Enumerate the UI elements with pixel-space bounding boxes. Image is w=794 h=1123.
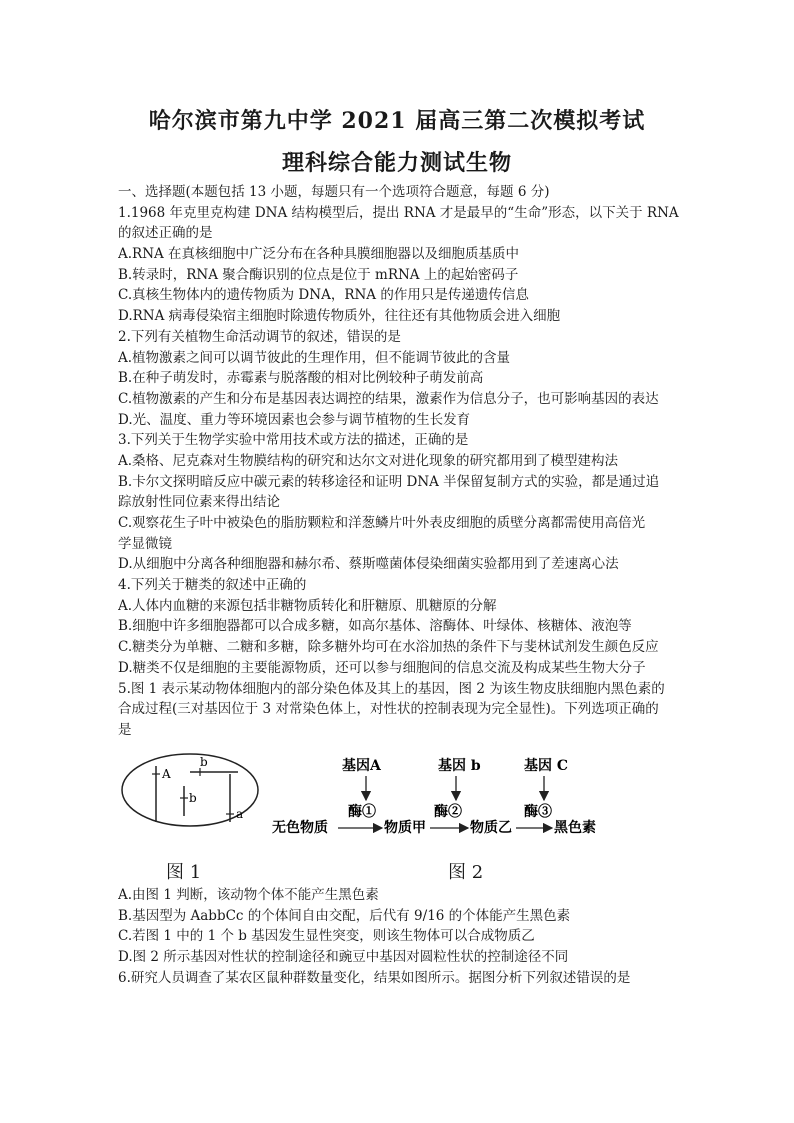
exam-title: 哈尔滨市第九中学 2021 届高三第二次模拟考试 — [148, 108, 646, 134]
enzyme-2-label: 酶② — [434, 804, 462, 820]
enzyme-1-label: 酶① — [348, 804, 376, 820]
gene-label-A: A — [162, 767, 171, 781]
text-line: A.植物激素之间可以调节彼此的生理作用，但不能调节彼此的含量 — [118, 349, 511, 366]
text-line: C.植物激素的产生和分布是基因表达调控的结果，激素作为信息分子，也可影响基因的表达 — [118, 390, 659, 407]
text-line: 学显微镜 — [118, 535, 172, 552]
figure-2-caption: 图 2 — [448, 862, 484, 883]
question-text-bottom — [118, 885, 688, 988]
text-line: 3.下列关于生物学实验中常用技术或方法的描述，正确的是 — [118, 432, 469, 449]
text-line: B.卡尔文探明暗反应中碳元素的转移途径和证明 DNA 半保留复制方式的实验，都是通过追 — [118, 473, 660, 490]
substance-yi: 物质乙 — [470, 820, 512, 836]
figure-2-pathway-diagram — [270, 756, 620, 856]
gene-label-b-middle: b — [189, 791, 197, 805]
text-line: 一、选择题(本题包括 13 小题，每题只有一个选项符合题意，每题 6 分) — [118, 184, 550, 200]
substance-colorless: 无色物质 — [272, 820, 328, 836]
text-line: 4.下列关于糖类的叙述中正确的 — [118, 577, 307, 594]
text-line: 合成过程(三对基因位于 3 对常染色体上，对性状的控制表现为完全显性)。下列选项正确的 — [118, 701, 659, 718]
text-line: D.光、温度、重力等环境因素也会参与调节植物的生长发育 — [118, 411, 471, 428]
gene-label-a: a — [236, 807, 244, 821]
figures-area — [118, 752, 688, 882]
text-line: C.若图 1 中的 1 个 b 基因发生显性突变，则该生物体可以合成物质乙 — [118, 928, 535, 945]
text-line: B.在种子萌发时，赤霉素与脱落酸的相对比例较种子萌发前高 — [118, 370, 484, 387]
gene-A-label: 基因A — [342, 758, 381, 774]
text-line: 6.研究人员调查了某农区鼠种群数量变化，结果如图所示。据图分析下列叙述错误的是 — [118, 969, 631, 986]
text-line: 5.图 1 表示某动物体细胞内的部分染色体及其上的基因，图 2 为该生物皮肤细胞内黑色素的 — [118, 680, 665, 697]
text-line: C.观察花生子叶中被染色的脂肪颗粒和洋葱鳞片叶外表皮细胞的质壁分离都需使用高倍光 — [118, 515, 646, 531]
text-line: B.基因型为 AabbCc 的个体间自由交配，后代有 9/16 的个体能产生黑色素 — [118, 907, 571, 924]
gene-C-label: 基因 C — [524, 758, 569, 774]
gene-b-label: 基因 b — [438, 758, 481, 774]
text-line: D.RNA 病毒侵染宿主细胞时除遗传物质外，往往还有其他物质会进入细胞 — [118, 308, 561, 325]
substance-melanin: 黑色素 — [554, 820, 596, 836]
text-line: D.糖类不仅是细胞的主要能源物质，还可以参与细胞间的信息交流及构成某些生物大分子 — [118, 659, 646, 676]
text-line: D.从细胞中分离各种细胞器和赫尔希、蔡斯噬菌体侵染细菌实验都用到了差速离心法 — [118, 556, 619, 573]
text-line: D.图 2 所示基因对性状的控制途径和豌豆中基因对圆粒性状的控制途径不同 — [118, 949, 569, 966]
enzyme-3-label: 酶③ — [524, 804, 552, 820]
substance-jia: 物质甲 — [384, 820, 426, 836]
text-line: 是 — [118, 721, 132, 738]
text-line: B.转录时，RNA 聚合酶识别的位点是位于 mRNA 上的起始密码子 — [118, 266, 519, 283]
text-line: 2.下列有关植物生命活动调节的叙述，错误的是 — [118, 328, 401, 345]
text-line: 1.1968 年克里克构建 DNA 结构模型后，提出 RNA 才是最早的“生命”形态，以下关于 RNA — [118, 204, 679, 221]
text-line: 的叙述正确的是 — [118, 225, 213, 242]
text-line: A.由图 1 判断，该动物个体不能产生黑色素 — [118, 887, 379, 903]
text-line: 踪放射性同位素来得出结论 — [118, 494, 280, 511]
question-text-top — [118, 182, 688, 741]
figure-1-caption: 图 1 — [166, 862, 202, 883]
gene-label-b-top: b — [200, 755, 208, 769]
text-line: A.RNA 在真核细胞中广泛分布在各种具膜细胞器以及细胞质基质中 — [118, 246, 520, 263]
text-line: B.细胞中许多细胞器都可以合成多糖，如高尔基体、溶酶体、叶绿体、核糖体、液泡等 — [118, 618, 632, 635]
text-line: A.桑格、尼克森对生物膜结构的研究和达尔文对进化现象的研究都用到了模型建构法 — [118, 452, 619, 469]
text-line: A.人体内血糖的来源包括非糖物质转化和肝糖原、肌糖原的分解 — [118, 597, 497, 614]
text-line: C.糖类分为单糖、二糖和多糖，除多糖外均可在水浴加热的条件下与斐林试剂发生颜色反应 — [118, 639, 659, 656]
text-line: C.真核生物体内的遗传物质为 DNA，RNA 的作用只是传递遗传信息 — [118, 287, 529, 304]
exam-subtitle: 理科综合能力测试生物 — [281, 150, 512, 176]
